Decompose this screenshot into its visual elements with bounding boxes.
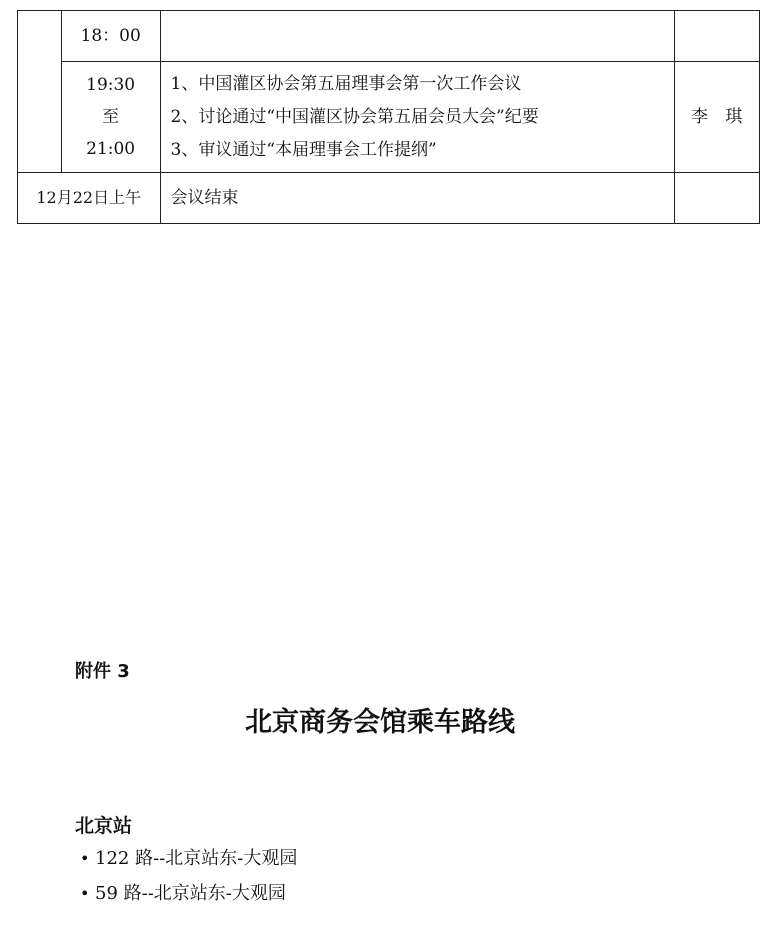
table-row [18, 11, 760, 62]
content-cell [160, 11, 674, 62]
agenda-cell [160, 62, 674, 173]
time-end: 21:00 [86, 139, 136, 159]
route-text: 122 路--北京站东-大观园 [95, 848, 298, 869]
host-cell [674, 173, 759, 224]
time-cell: 18：00 [61, 11, 160, 62]
agenda-item: 1、中国灌区协会第五届理事会第一次工作会议 [170, 73, 522, 94]
date-cell: 12月22日上午 [18, 173, 161, 224]
table-row [18, 62, 760, 173]
attachment-label: 附件 3 [75, 661, 130, 682]
bullet-icon: • [80, 884, 90, 903]
station-heading: 北京站 [75, 815, 133, 837]
time-separator: 至 [102, 107, 120, 127]
page-title: 北京商务会馆乘车路线 [245, 707, 515, 738]
schedule-table [17, 10, 760, 224]
agenda-item: 3、审议通过“本届理事会工作提纲” [170, 139, 437, 160]
route-list [80, 844, 297, 914]
time-start: 19:30 [86, 75, 136, 95]
date-cell-empty [18, 11, 62, 173]
host-cell [674, 11, 759, 62]
table-row [18, 173, 760, 224]
bullet-icon: • [80, 849, 90, 868]
list-item [80, 844, 297, 879]
list-item [80, 879, 297, 914]
host-cell: 李 琪 [674, 62, 759, 173]
time-range-cell [61, 62, 160, 173]
content-cell: 会议结束 [160, 173, 674, 224]
route-text: 59 路--北京站东-大观园 [95, 883, 286, 904]
agenda-item: 2、讨论通过“中国灌区协会第五届会员大会”纪要 [170, 106, 539, 127]
